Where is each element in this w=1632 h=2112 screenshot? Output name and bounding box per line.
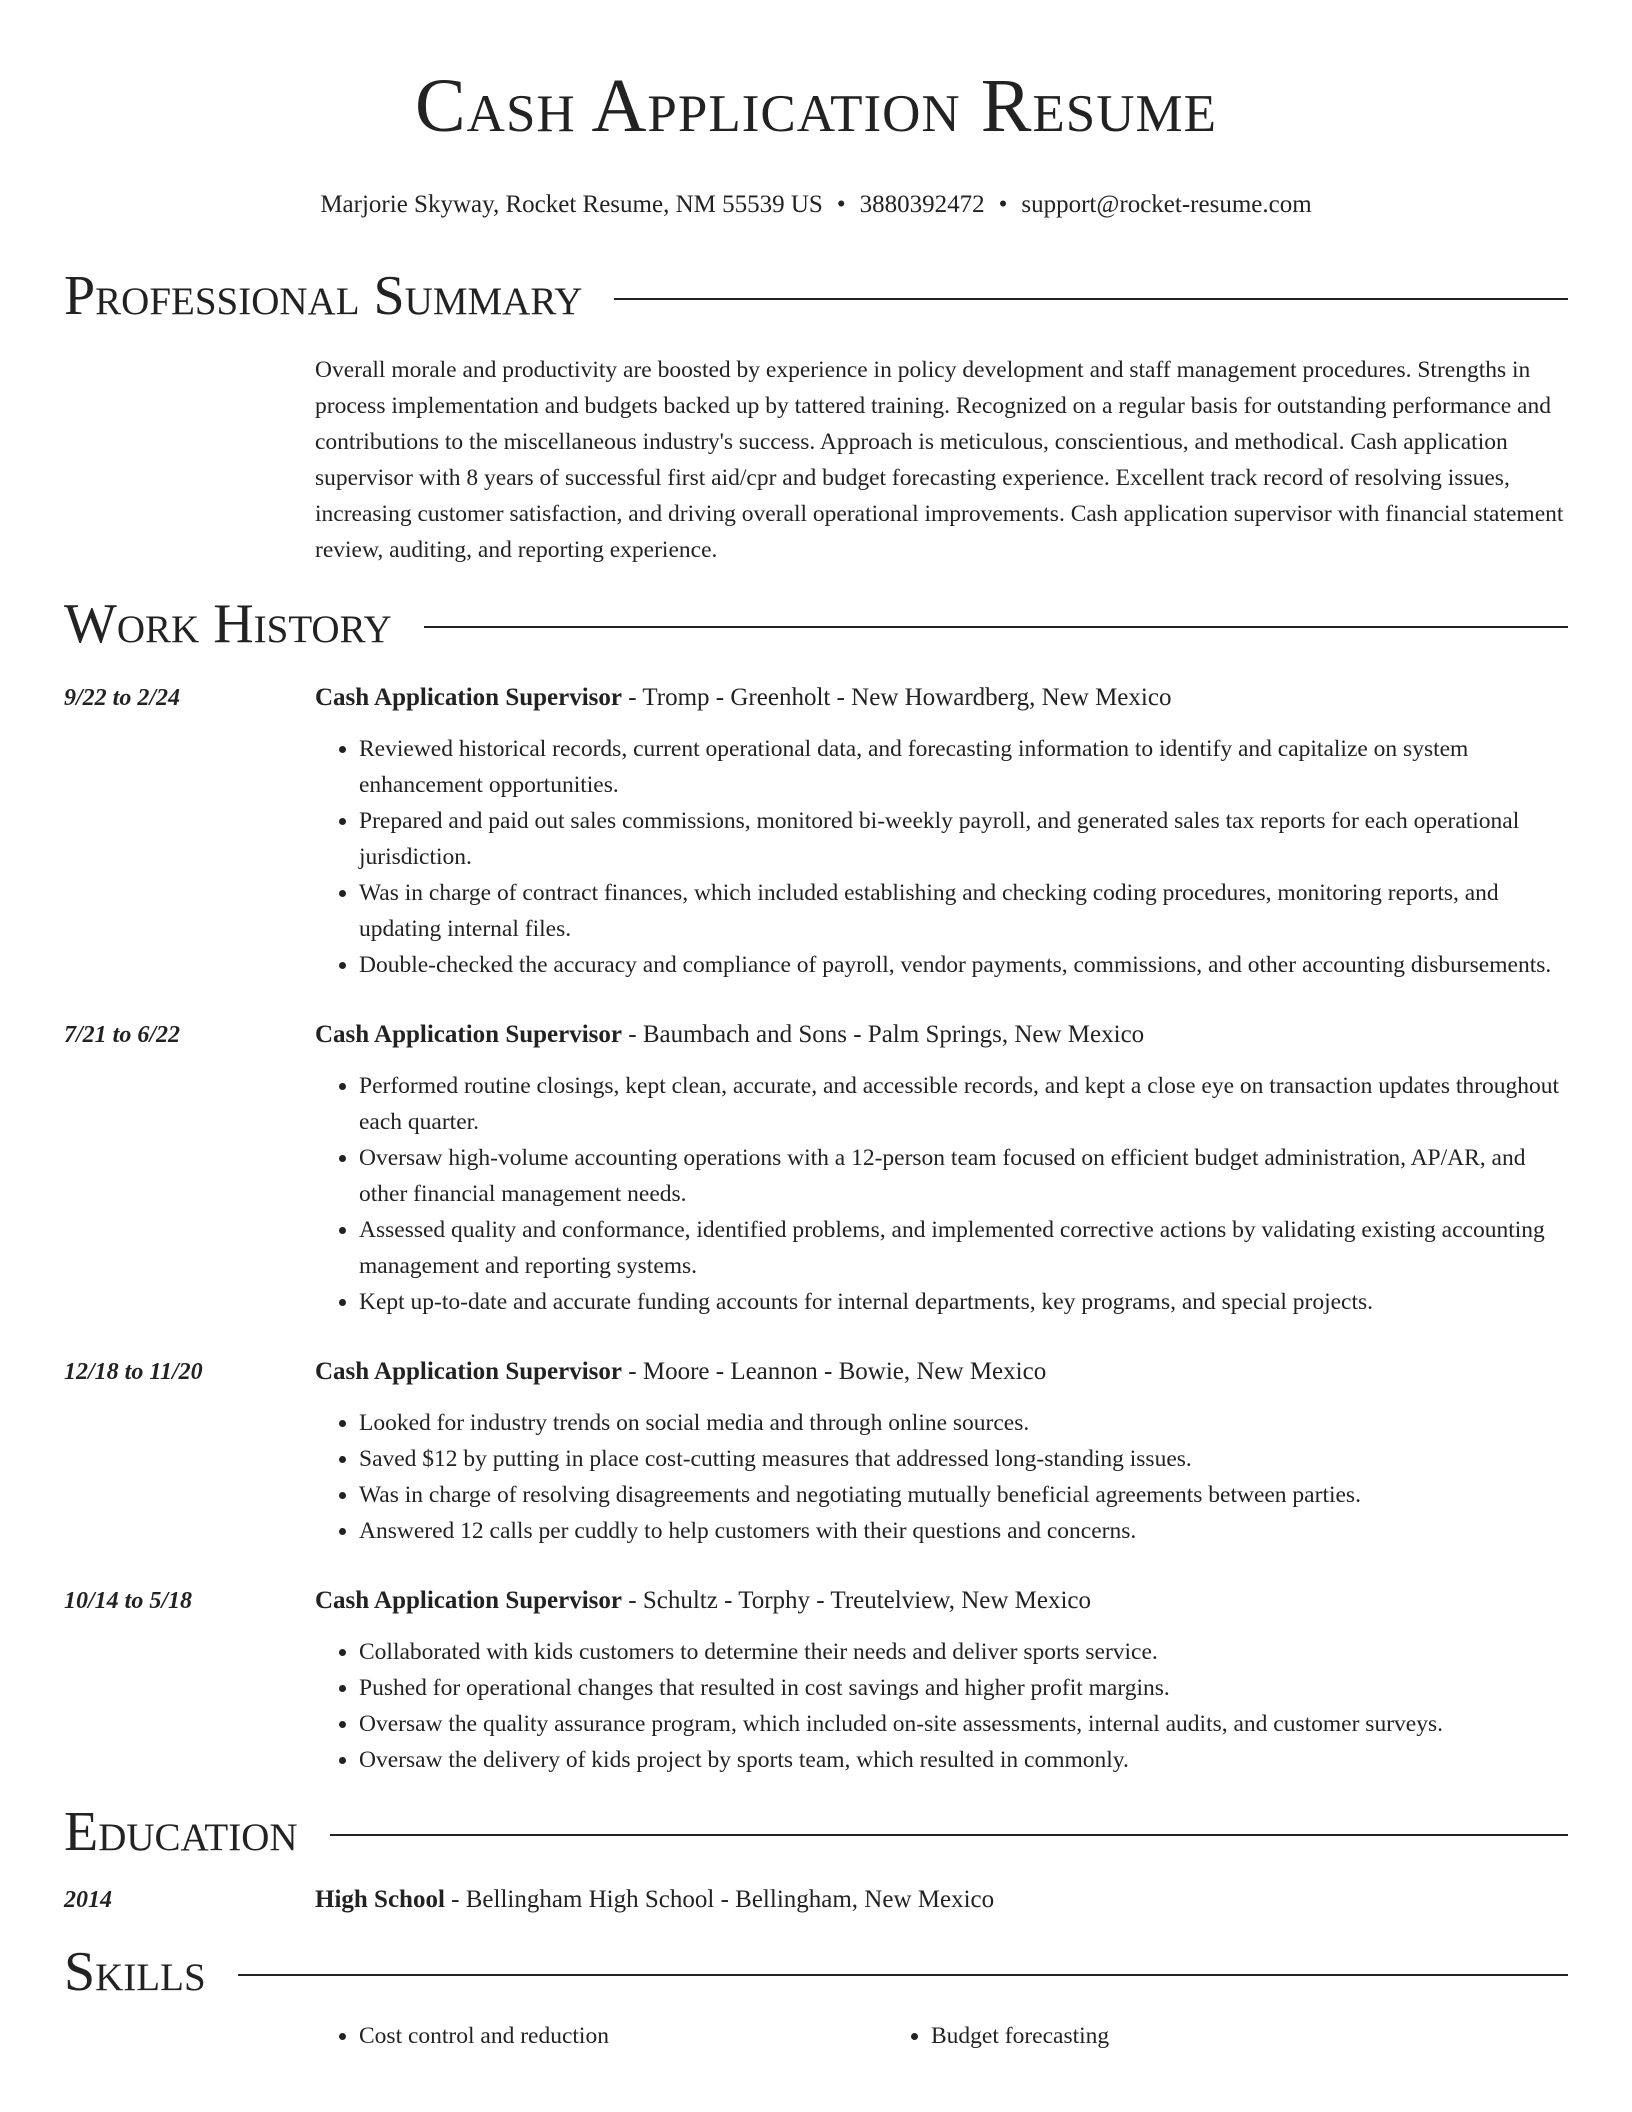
job-title-line [315,1583,1568,1619]
job-body [315,680,1568,983]
list-item: • Was in charge of resolving disagreements and negotiating mutually beneficial agreements between parties. [359,1477,1568,1513]
list-item: • Saved $12 by putting in place cost-cutting measures that addressed long-standing issues. [359,1441,1568,1477]
section-title-work: Work History [64,593,392,655]
section-divider [424,626,1568,628]
list-item: • Cost control and reduction [359,2018,887,2054]
list-item: • Answered 12 calls per cuddly to help customers with their questions and concerns. [359,1513,1568,1549]
education-entry [64,1882,1568,1918]
job-title-line [315,1017,1568,1053]
job-dates: 12/18 to 11/20 [64,1359,203,1385]
job-entry [64,1583,1568,1778]
summary-section-header [64,264,1568,328]
job-details: - Schultz - Torphy - Treutelview, New Mexico [622,1587,1092,1614]
list-item: • Oversaw the quality assurance program, which included on-site assessments, internal audits, and customer surveys. [359,1706,1568,1742]
job-details: - Moore - Leannon - Bowie, New Mexico [622,1358,1047,1385]
education-degree: High School [315,1886,445,1913]
list-item: • Budget forecasting [931,2018,1459,2054]
job-body [315,1017,1568,1320]
education-section-header [64,1800,1568,1864]
list-item: • Looked for industry trends on social media and through online sources. [359,1405,1568,1441]
job-body [315,1354,1568,1549]
job-details: - Baumbach and Sons - Palm Springs, New Mexico [622,1021,1145,1048]
section-divider [614,298,1568,300]
job-title: Cash Application Supervisor [315,1358,623,1385]
job-dates: 10/14 to 5/18 [64,1588,193,1614]
skills-list [315,2018,1568,2054]
list-item: • Was in charge of contract finances, which included establishing and checking coding procedures, monitoring reports, and updating internal files. [359,875,1568,947]
education-details: - Bellingham High School - Bellingham, New Mexico [444,1886,995,1913]
job-entry [64,680,1568,983]
job-title-line [315,1354,1568,1390]
job-entry [64,1017,1568,1320]
education-line [315,1882,1568,1918]
job-title: Cash Application Supervisor [315,1587,623,1614]
contact-line [64,188,1568,222]
job-title-line [315,680,1568,716]
job-title: Cash Application Supervisor [315,1021,623,1048]
section-title-skills: Skills [64,1941,206,2003]
job-bullets [315,731,1568,983]
skills-column-right [887,2018,1459,2054]
work-section-header [64,592,1568,656]
list-item: • Collaborated with kids customers to determine their needs and deliver sports service. [359,1634,1568,1670]
list-item: • Reviewed historical records, current operational data, and forecasting information to identify and capitalize on system enhancement opportunities. [359,731,1568,803]
address: Marjorie Skyway, Rocket Resume, NM 55539 US [320,191,823,218]
job-bullets [315,1634,1568,1778]
list-item: • Assessed quality and conformance, identified problems, and implemented corrective actions by validating existing accounting management and reporting systems. [359,1212,1568,1284]
list-item: • Double-checked the accuracy and compliance of payroll, vendor payments, commissions, and other accounting disbursements. [359,947,1568,983]
job-dates: 7/21 to 6/22 [64,1022,181,1048]
list-item: • Kept up-to-date and accurate funding accounts for internal departments, key programs, and special projects. [359,1284,1568,1320]
section-divider [330,1834,1568,1836]
section-title-education: Education [64,1801,298,1863]
job-title: Cash Application Supervisor [315,684,623,711]
job-entry [64,1354,1568,1549]
separator: • [836,191,846,218]
education-year: 2014 [64,1887,112,1913]
job-details: - Tromp - Greenholt - New Howardberg, New Mexico [622,684,1172,711]
separator: • [998,191,1008,218]
list-item: • Pushed for operational changes that resulted in cost savings and higher profit margins. [359,1670,1568,1706]
section-divider [238,1974,1568,1976]
resume-title: Cash Application Resume [414,64,1218,148]
summary-text: Overall morale and productivity are boosted by experience in policy development and staff management procedures. Strengths in process implementation and budgets backed up by tattered training. Recognized on a regular basis for outstanding performance and contributions to the miscellaneous industry's success. Approach is meticulous, conscientious, and methodical. Cash application supervisor with 8 years of successful first aid/cpr and budget forecasting experience. Excellent track record of resolving issues, increasing customer satisfaction, and driving overall operational improvements. Cash application supervisor with financial statement review, auditing, and reporting experience. [315,357,1564,563]
skills-column-left [315,2018,887,2054]
job-body [315,1583,1568,1778]
skills-section-header [64,1940,1568,2004]
list-item: • Oversaw high-volume accounting operations with a 12-person team focused on efficient budget administration, AP/AR, and other financial management needs. [359,1140,1568,1212]
list-item: • Prepared and paid out sales commissions, monitored bi-weekly payroll, and generated sales tax reports for each operational jurisdiction. [359,803,1568,875]
job-bullets [315,1405,1568,1549]
email: support@rocket-resume.com [1021,191,1312,218]
job-bullets [315,1068,1568,1320]
education-body [315,1882,1568,1918]
list-item: • Oversaw the delivery of kids project by sports team, which resulted in commonly. [359,1742,1568,1778]
section-title-summary: Professional Summary [64,265,583,327]
list-item: • Performed routine closings, kept clean, accurate, and accessible records, and kept a close eye on transaction updates throughout each quarter. [359,1068,1568,1140]
job-dates: 9/22 to 2/24 [64,685,181,711]
phone: 3880392472 [859,191,985,218]
